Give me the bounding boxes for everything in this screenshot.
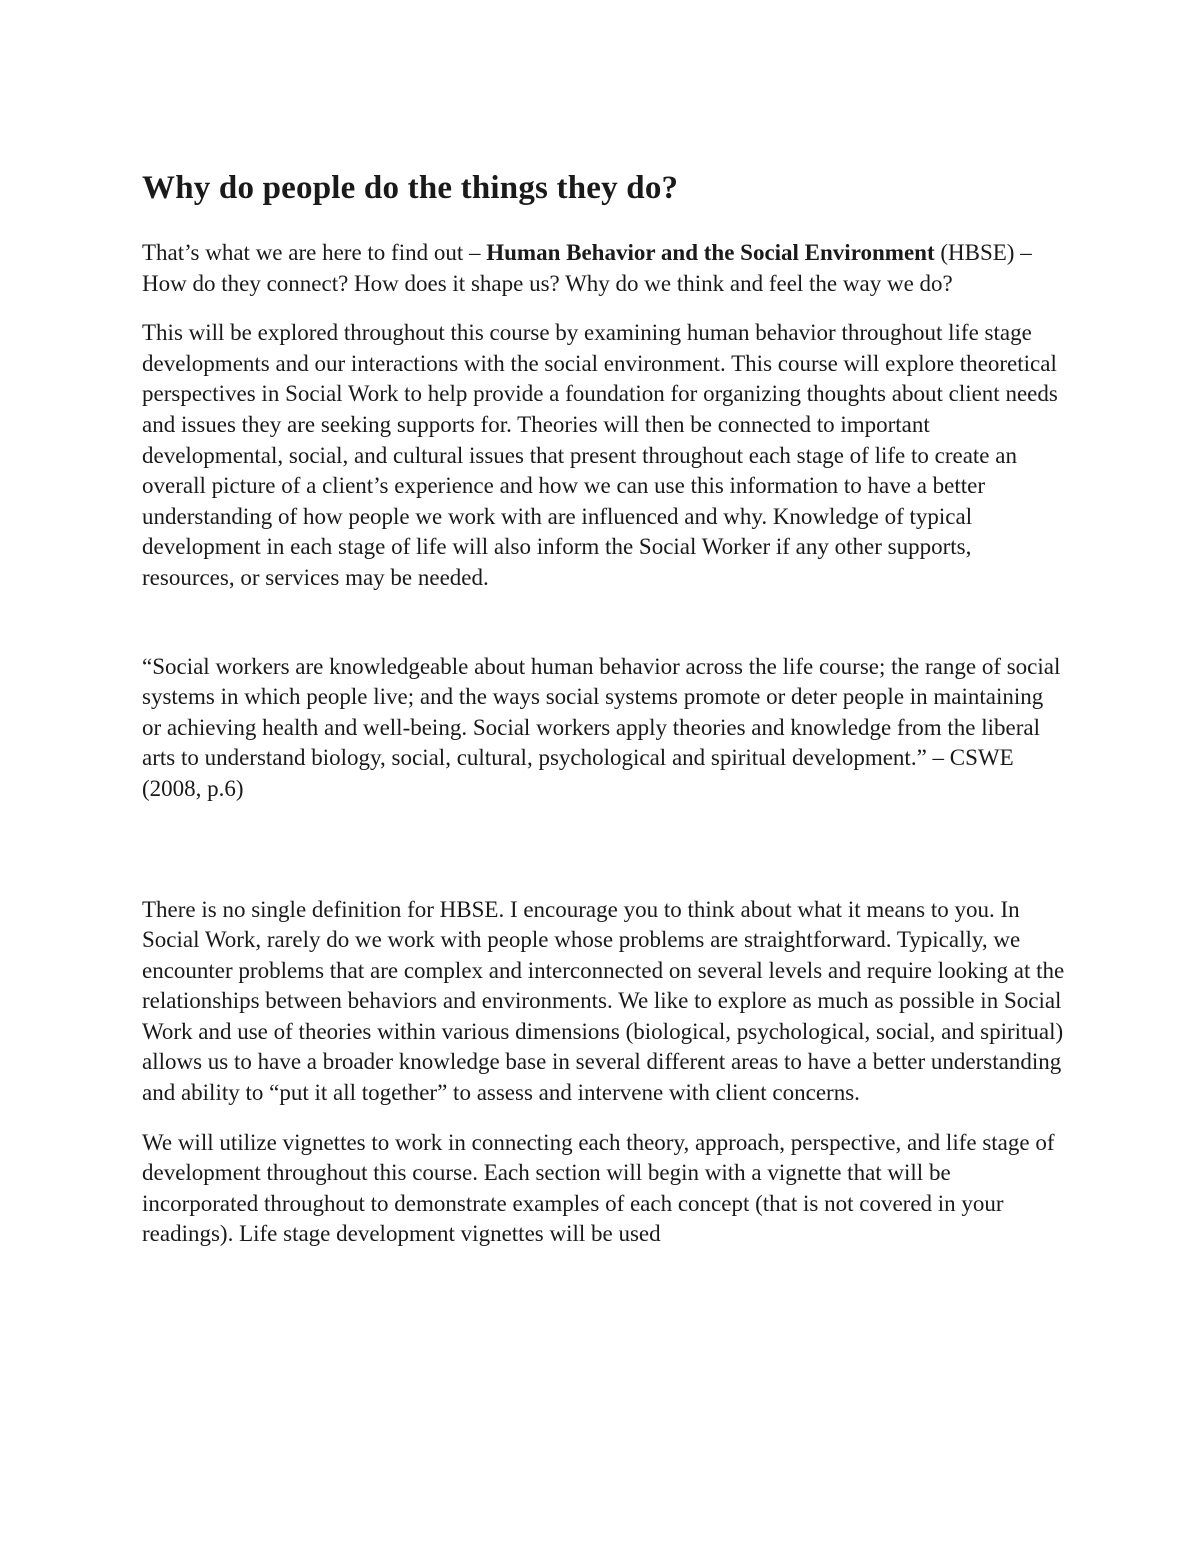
cswe-quote-paragraph: “Social workers are knowledgeable about human behavior across the life course; the range of social systems in which people live; and the ways social systems promote or deter people in maintaining or achieving health and well-being. Social workers apply theories and knowledge from the liberal arts to understand biology, social, cultural, psychological and spiritual development.” – CSWE (2008, p.6): [142, 653, 1061, 801]
vignettes-paragraph: We will utilize vignettes to work in connecting each theory, approach, perspective, and life stage of development throughout this course. Each section will begin with a vignette that will be incorporated throughout to demonstrate examples of each concept (that is not covered in your readings). Life stage development vignettes will be used: [142, 1129, 1055, 1247]
page-title: Why do people do the things they do?: [142, 170, 679, 206]
blank-line: [142, 805, 1067, 895]
document-body: [142, 166, 1067, 1268]
intro-bold-term: Human Behavior and the Social Environment: [486, 240, 935, 265]
intro-paragraph: [142, 238, 1067, 299]
intro-text-post: (HBSE) – How do they connect? How does it shape us? Why do we think and feel the way we do?: [142, 240, 1032, 296]
hbse-definition-paragraph: There is no single definition for HBSE. I encourage you to think about what it means to you. In Social Work, rarely do we work with people whose problems are straightforward. Typically, we encounter problems that are complex and interconnected on several levels and require looking at the relationships between behaviors and environments. We like to explore as much as possible in Social Work and use of theories within various dimensions (biological, psychological, social, and spiritual) allows us to have a broader knowledge base in several different areas to have a better understanding and ability to “put it all together” to assess and intervene with client concerns.: [142, 896, 1065, 1106]
explore-paragraph: This will be explored throughout this course by examining human behavior throughout life stage developments and our interactions with the social environment. This course will explore theoretical perspectives in Social Work to help provide a foundation for organizing thoughts about client needs and issues they are seeking supports for. Theories will then be connected to important developmental, social, and cultural issues that present throughout each stage of life to create an overall picture of a client’s experience and how we can use this information to have a better understanding of how people we work with are influenced and why. Knowledge of typical development in each stage of life will also inform the Social Worker if any other supports, resources, or services may be needed.: [142, 320, 1058, 590]
blank-line: [142, 594, 1067, 652]
intro-text-pre: That’s what we are here to find out –: [142, 240, 487, 265]
